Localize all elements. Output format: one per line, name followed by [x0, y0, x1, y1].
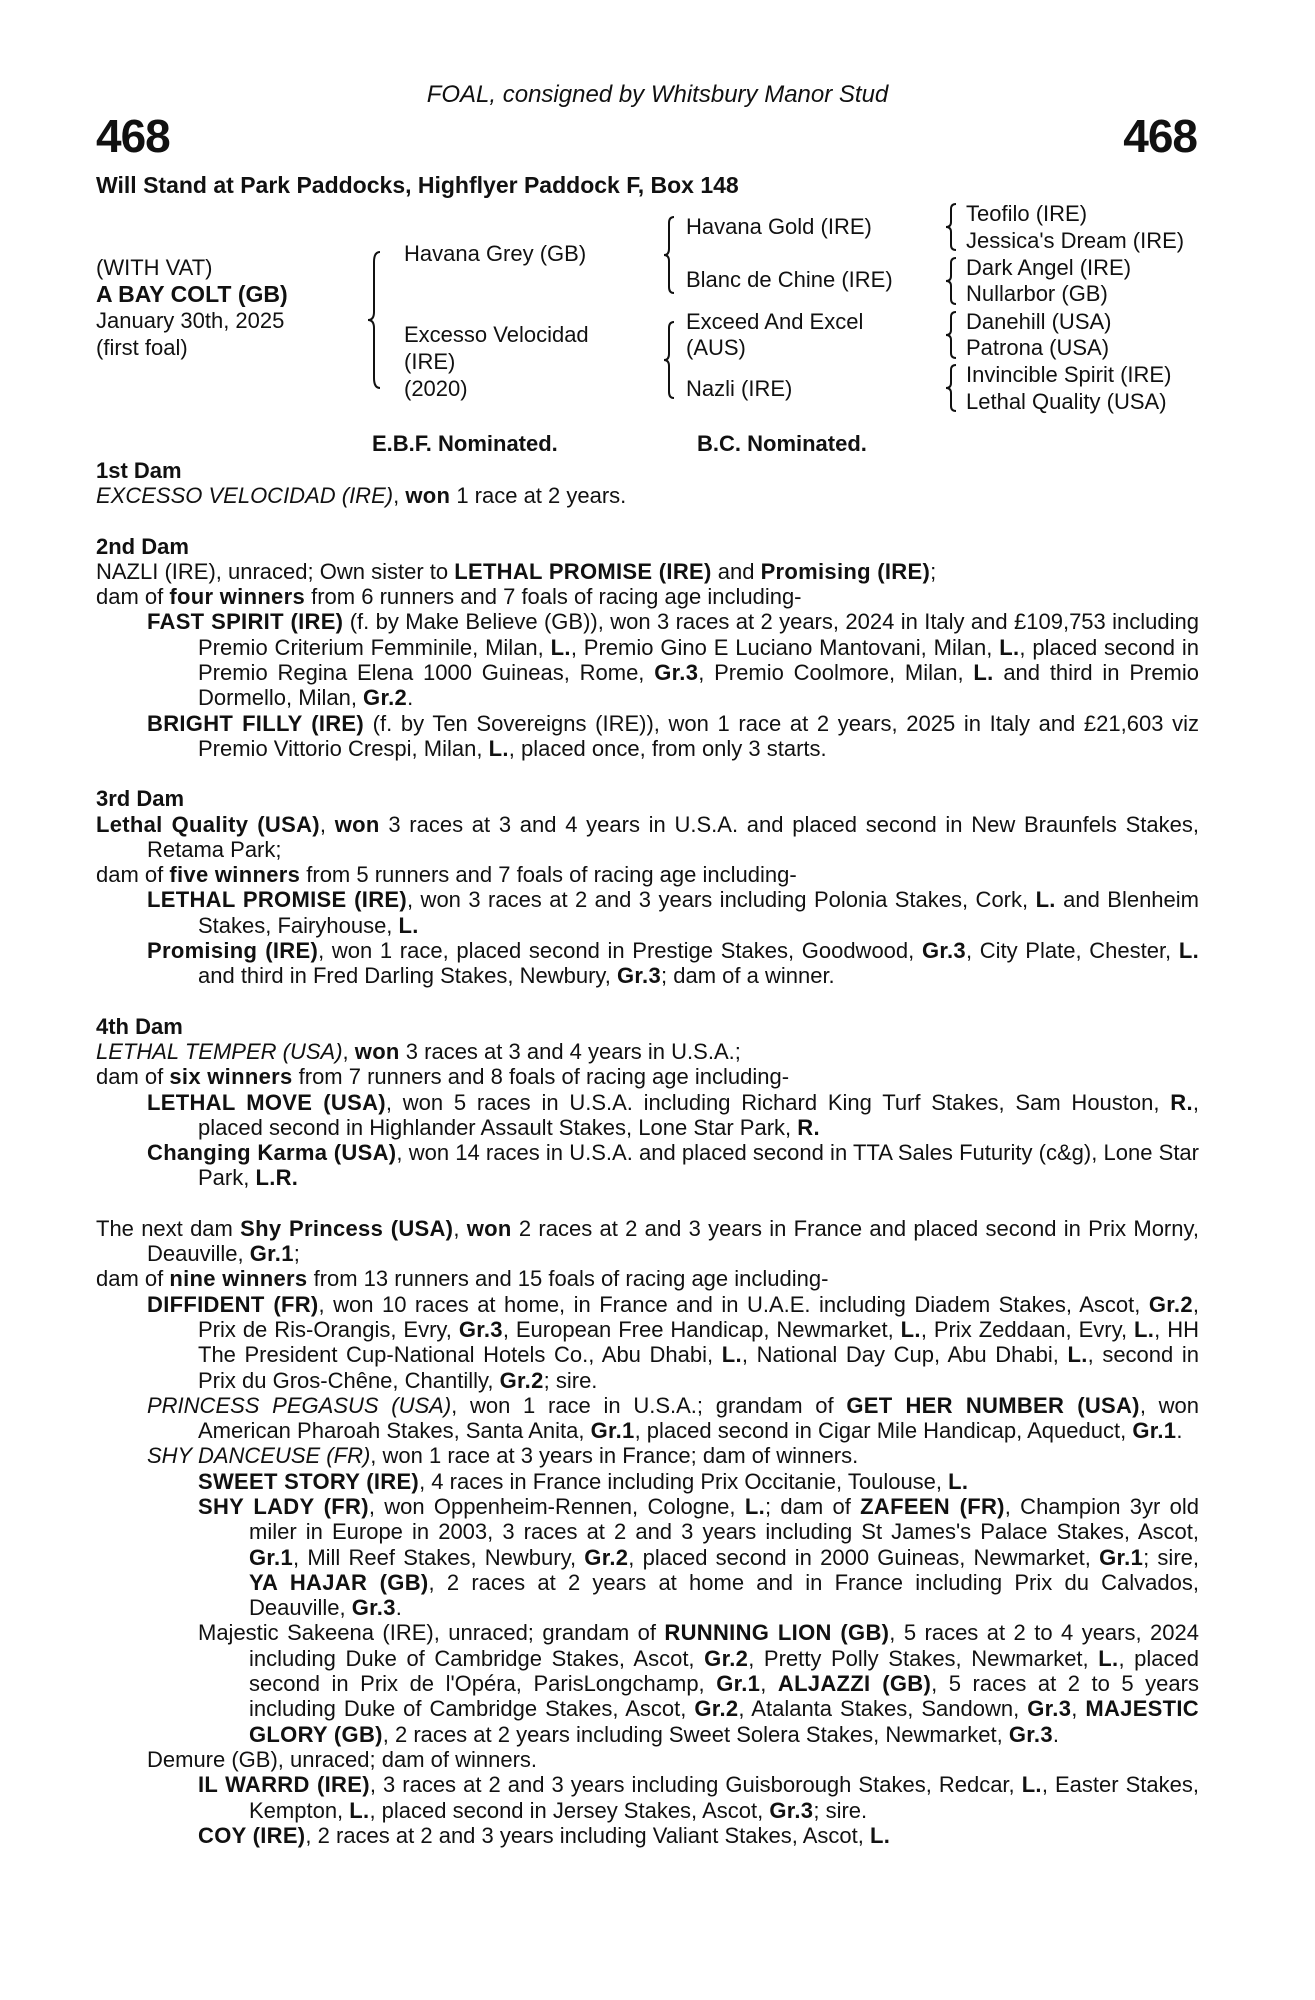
- text-run: and Blenheim Stakes, Fairyhouse,: [198, 887, 1199, 938]
- bold-text: Promising (IRE): [147, 938, 319, 964]
- text-run: , won 1 race, placed second in Prestige Stakes, Goodwood,: [318, 938, 922, 964]
- pedigree-entry: [96, 711, 1199, 762]
- text-run: ;: [293, 1241, 300, 1267]
- bold-text: COY (IRE): [198, 1822, 306, 1848]
- text-run: ,: [319, 811, 335, 837]
- text-run: , second in Prix du Gros-Chêne, Chantilly,: [198, 1342, 1199, 1393]
- text-run: NAZLI (IRE), unraced; Own sister to: [96, 558, 455, 584]
- pedigree-entry: [96, 812, 1199, 863]
- bold-text: Gr.1: [716, 1671, 761, 1697]
- bold-text: Gr.3: [654, 660, 699, 686]
- text-run: , 2 races at 2 and 3 years including Valiant Stakes, Ascot,: [305, 1822, 870, 1848]
- bold-text: LETHAL PROMISE (IRE): [454, 558, 712, 584]
- text-run: , 2 races at 2 years at home and in France including Prix du Calvados, Deauville,: [249, 1569, 1199, 1621]
- text-run: , placed once, from only 3 starts.: [508, 735, 827, 761]
- pedigree-entry: [96, 584, 1199, 609]
- text-run: , HH The President Cup-National Hotels Co., Abu Dhabi,: [198, 1316, 1199, 1368]
- bold-text: Gr.2: [694, 1696, 739, 1722]
- text-run: , won American Pharoah Stakes, Santa Anita,: [198, 1392, 1199, 1444]
- text-run: , won 14 races in U.S.A. and placed second in TTA Sales Futurity (c&g), Lone Star Park,: [198, 1140, 1199, 1191]
- text-run: , placed second in Jersey Stakes, Ascot,: [369, 1797, 770, 1823]
- bold-text: L.: [870, 1822, 891, 1848]
- text-run: dam of: [96, 1064, 170, 1090]
- bold-text: L.: [999, 634, 1020, 660]
- bc-nomination: B.C. Nominated.: [697, 431, 867, 456]
- bold-text: L.: [900, 1316, 921, 1342]
- bold-text: won: [354, 1038, 400, 1064]
- lot-number-left: 468: [96, 110, 170, 162]
- text-run: .: [1176, 1418, 1183, 1444]
- pedigree-entry: [96, 1469, 1199, 1494]
- bold-text: Gr.3: [617, 963, 662, 989]
- bold-text: L.: [1134, 1316, 1155, 1342]
- italic-text: PRINCESS PEGASUS (USA): [147, 1392, 452, 1418]
- pedigree-gen3-7: Invincible Spirit (IRE): [966, 362, 1172, 387]
- section-spacer: [96, 509, 1199, 534]
- text-run: (f. by Ten Sovereigns (IRE)), won 1 race at 2 years, 2025 in Italy and £21,603 viz Premio Vittorio Crespi, Milan,: [198, 710, 1199, 761]
- bold-text: L.: [1021, 1772, 1042, 1798]
- text-run: from 13 runners and 15 foals of racing age including-: [307, 1266, 829, 1292]
- text-run: , placed second in Highlander Assault Stakes, Lone Star Park,: [198, 1089, 1199, 1140]
- pedigree-sire-dam: Blanc de Chine (IRE): [686, 267, 893, 292]
- text-run: , placed second in Prix de l'Opéra, ParisLongchamp,: [249, 1645, 1199, 1697]
- bold-text: IL WARRD (IRE): [198, 1772, 370, 1798]
- bold-text: R.: [797, 1114, 820, 1140]
- pedigree-dam-sire-line2: (AUS): [686, 335, 746, 360]
- text-run: , won Oppenheim-Rennen, Cologne,: [368, 1493, 745, 1519]
- pedigree-entry: [96, 1393, 1199, 1444]
- text-run: , won 10 races at home, in France and in U.A.E. including Diadem Stakes, Ascot,: [318, 1291, 1149, 1317]
- text-run: ; sire.: [813, 1797, 868, 1823]
- bold-text: Gr.3: [1027, 1696, 1072, 1722]
- text-run: , 5 races at 2 to 5 years including Duke of Cambridge Stakes, Ascot,: [249, 1671, 1199, 1722]
- pedigree-gen3-3: Dark Angel (IRE): [966, 255, 1132, 280]
- text-run: , won 1 race at 3 years in France; dam of winners.: [370, 1443, 859, 1469]
- text-run: , European Free Handicap, Newmarket,: [502, 1316, 901, 1342]
- text-run: 2 races at 2 and 3 years in France and placed second in Prix Morny, Deauville,: [147, 1215, 1199, 1267]
- text-run: from 6 runners and 7 foals of racing age including-: [305, 584, 802, 610]
- text-run: , 2 races at 2 years including Sweet Solera Stakes, Newmarket,: [382, 1721, 1009, 1747]
- text-run: ,: [1071, 1696, 1086, 1722]
- bold-text: L.: [1098, 1645, 1119, 1671]
- text-run: ,: [342, 1038, 355, 1064]
- bold-text: GET HER NUMBER (USA): [846, 1392, 1140, 1418]
- pedigree-sire: Havana Grey (GB): [404, 241, 587, 266]
- bold-text: Gr.1: [249, 1241, 294, 1267]
- bold-text: Gr.3: [1008, 1721, 1053, 1747]
- text-run: The next dam: [96, 1215, 241, 1241]
- bold-text: L.: [1067, 1342, 1088, 1368]
- bold-text: Gr.3: [921, 938, 966, 964]
- consignor-line: FOAL, consigned by Whitsbury Manor Stud: [426, 81, 889, 108]
- bold-text: Gr.2: [363, 685, 408, 711]
- pedigree-entry: [96, 483, 1199, 508]
- text-run: , placed second in Cigar Mile Handicap, Aqueduct,: [634, 1418, 1133, 1444]
- text-run: , Atalanta Stakes, Sandown,: [738, 1696, 1028, 1722]
- section-spacer: [96, 1191, 1199, 1216]
- bold-text: FAST SPIRIT (IRE): [147, 609, 344, 635]
- lot-name: A BAY COLT (GB): [96, 281, 288, 307]
- bold-text: YA HAJAR (GB): [249, 1569, 429, 1595]
- bold-text: Gr.3: [769, 1797, 814, 1823]
- bold-text: L.R.: [255, 1165, 299, 1191]
- foaling-date: January 30th, 2025: [96, 308, 285, 333]
- pedigree-entry: [96, 1216, 1199, 1267]
- pedigree-dam-line1: Excesso Velocidad: [404, 322, 589, 347]
- pedigree-brace-ds: [944, 310, 958, 360]
- pedigree-entry: [96, 1266, 1199, 1291]
- bold-text: Gr.2: [584, 1544, 629, 1570]
- bold-text: L.: [721, 1342, 742, 1368]
- bold-text: Gr.3: [458, 1316, 503, 1342]
- text-run: , won 3 races at 2 and 3 years including Polonia Stakes, Cork,: [407, 887, 1036, 913]
- bold-text: ZAFEEN (FR): [860, 1493, 1005, 1519]
- pedigree-entry: [96, 887, 1199, 938]
- section-heading: 2nd Dam: [96, 533, 189, 559]
- pedigree-brace-dd: [944, 363, 958, 413]
- bold-text: Changing Karma (USA): [147, 1140, 397, 1166]
- pedigree-gen3-5: Danehill (USA): [966, 309, 1112, 334]
- bold-text: R.: [1170, 1089, 1193, 1115]
- text-run: and third in Fred Darling Stakes, Newbury,: [198, 963, 617, 989]
- text-run: 3 races at 3 and 4 years in U.S.A. and placed second in New Braunfels Stakes, Retama Park;: [147, 811, 1199, 862]
- pedigree-brace-dam: [662, 320, 676, 400]
- lot-number-right: 468: [1123, 110, 1197, 162]
- bold-text: SHY LADY (FR): [198, 1493, 369, 1519]
- text-run: Majestic Sakeena (IRE), unraced; grandam of: [198, 1620, 665, 1646]
- text-run: , Premio Coolmore, Milan,: [698, 660, 974, 686]
- text-run: ,: [393, 483, 406, 509]
- text-run: 1 race at 2 years.: [450, 483, 627, 509]
- italic-text: EXCESSO VELOCIDAD (IRE): [96, 483, 394, 509]
- bold-text: Gr.1: [1099, 1544, 1144, 1570]
- pedigree-brace-gen1: [366, 250, 382, 390]
- pedigree-gen3-8: Lethal Quality (USA): [966, 389, 1167, 414]
- text-run: dam of: [96, 862, 170, 888]
- pedigree-entry: [96, 1039, 1199, 1064]
- italic-text: LETHAL TEMPER (USA): [96, 1038, 343, 1064]
- italic-text: SHY DANCEUSE (FR): [147, 1443, 371, 1469]
- bold-text: Gr.2: [704, 1645, 749, 1671]
- text-run: 3 races at 3 and 4 years in U.S.A.;: [399, 1038, 741, 1064]
- pedigree-dam-dam: Nazli (IRE): [686, 376, 793, 401]
- bold-text: DIFFIDENT (FR): [147, 1291, 319, 1317]
- text-run: Demure (GB), unraced; dam of winners.: [147, 1746, 538, 1772]
- pedigree-entry: [96, 1292, 1199, 1393]
- bold-text: ALJAZZI (GB): [777, 1671, 932, 1697]
- pedigree-entry: [96, 559, 1199, 584]
- pedigree-gen3-4: Nullarbor (GB): [966, 281, 1108, 306]
- section-heading: 3rd Dam: [96, 786, 185, 812]
- text-run: .: [395, 1595, 402, 1621]
- section-heading: 4th Dam: [96, 1013, 183, 1039]
- text-run: , City Plate, Chester,: [965, 938, 1179, 964]
- pedigree-entry: [96, 1140, 1199, 1191]
- pedigree-gen3-6: Patrona (USA): [966, 335, 1110, 360]
- text-run: , Champion 3yr old miler in Europe in 2003, 3 races at 2 and 3 years including St James's Palace Stakes, Ascot,: [249, 1493, 1199, 1545]
- bold-text: L.: [1035, 887, 1056, 913]
- pedigree-gen3-2: Jessica's Dream (IRE): [966, 228, 1185, 253]
- bold-text: L.: [948, 1468, 969, 1494]
- bold-text: L.: [744, 1493, 765, 1519]
- pedigree-entry: [96, 1090, 1199, 1141]
- pedigree-entry: [96, 609, 1199, 710]
- text-run: ; sire,: [1143, 1544, 1199, 1570]
- pedigree-dam-sire-line1: Exceed And Excel: [686, 309, 864, 334]
- bold-text: Gr.2: [1148, 1291, 1193, 1317]
- text-run: ; dam of a winner.: [661, 963, 835, 989]
- bold-text: Promising (IRE): [760, 558, 931, 584]
- dam-line-details: [96, 458, 1199, 1848]
- text-run: , won 5 races in U.S.A. including Richard King Turf Stakes, Sam Houston,: [385, 1089, 1171, 1115]
- text-run: from 7 runners and 8 foals of racing age including-: [292, 1064, 790, 1090]
- text-run: from 5 runners and 7 foals of racing age including-: [300, 862, 797, 888]
- bold-text: LETHAL PROMISE (IRE): [147, 887, 408, 913]
- pedigree-entry: [96, 1064, 1199, 1089]
- foal-note: (first foal): [96, 335, 188, 360]
- bold-text: LETHAL MOVE (USA): [147, 1089, 386, 1115]
- section-heading: 1st Dam: [96, 458, 182, 483]
- pedigree-brace-sire: [662, 215, 676, 295]
- bold-text: SWEET STORY (IRE): [198, 1468, 420, 1494]
- bold-text: Gr.1: [249, 1544, 294, 1570]
- pedigree-entry: [96, 1494, 1199, 1620]
- pedigree-entry: [96, 1443, 1199, 1468]
- ebf-nomination: E.B.F. Nominated.: [372, 431, 558, 456]
- pedigree-entry: [96, 1620, 1199, 1746]
- bold-text: BRIGHT FILLY (IRE): [147, 710, 365, 736]
- text-run: ; dam of: [764, 1493, 861, 1519]
- bold-text: L.: [1178, 938, 1199, 964]
- text-run: , Premio Gino E Luciano Mantovani, Milan,: [570, 634, 1000, 660]
- bold-text: four winners: [169, 584, 305, 610]
- bold-text: Gr.3: [351, 1595, 396, 1621]
- vat-status: (WITH VAT): [96, 255, 213, 280]
- text-run: , Pretty Polly Stakes, Newmarket,: [748, 1645, 1099, 1671]
- text-run: , 3 races at 2 and 3 years including Guisborough Stakes, Redcar,: [369, 1772, 1022, 1798]
- section-spacer: [96, 989, 1199, 1014]
- pedigree-entry: [96, 1772, 1199, 1823]
- section-spacer: [96, 761, 1199, 786]
- bold-text: Gr.1: [1132, 1418, 1177, 1444]
- text-run: ;: [930, 558, 937, 584]
- bold-text: L.: [349, 1797, 370, 1823]
- text-run: .: [1052, 1721, 1059, 1747]
- pedigree-gen3-1: Teofilo (IRE): [966, 201, 1088, 226]
- pedigree-entry: [96, 1823, 1199, 1848]
- bold-text: MAJESTIC GLORY (GB): [249, 1696, 1199, 1747]
- bold-text: RUNNING LION (GB): [664, 1620, 890, 1646]
- pedigree-entry: [96, 1747, 1199, 1772]
- bold-text: Lethal Quality (USA): [96, 811, 320, 837]
- bold-text: won: [466, 1215, 512, 1241]
- text-run: and: [711, 558, 761, 584]
- pedigree-brace-ss: [944, 202, 958, 252]
- stabling-location: Will Stand at Park Paddocks, Highflyer Paddock F, Box 148: [96, 172, 739, 198]
- text-run: , 4 races in France including Prix Occitanie, Toulouse,: [419, 1468, 949, 1494]
- pedigree-brace-sd: [944, 256, 958, 306]
- text-run: , 5 races at 2 to 4 years, 2024 including Duke of Cambridge Stakes, Ascot,: [249, 1620, 1199, 1671]
- bold-text: Shy Princess (USA): [240, 1215, 454, 1241]
- text-run: , Mill Reef Stakes, Newbury,: [293, 1544, 585, 1570]
- text-run: , won 1 race in U.S.A.; grandam of: [451, 1392, 847, 1418]
- pedigree-entry: [96, 862, 1199, 887]
- bold-text: won: [334, 811, 380, 837]
- bold-text: nine winners: [169, 1266, 308, 1292]
- bold-text: six winners: [169, 1064, 293, 1090]
- text-run: ; sire.: [543, 1367, 598, 1393]
- pedigree-dam-line2: (IRE): [404, 349, 456, 374]
- text-run: , placed second in Premio Regina Elena 1000 Guineas, Rome,: [198, 634, 1199, 686]
- pedigree-entry: [96, 938, 1199, 989]
- text-run: , Prix Zeddaan, Evry,: [920, 1316, 1134, 1342]
- bold-text: L.: [550, 634, 571, 660]
- bold-text: Gr.1: [590, 1418, 635, 1444]
- text-run: , Prix de Ris-Orangis, Evry,: [198, 1291, 1199, 1342]
- text-run: dam of: [96, 1266, 170, 1292]
- bold-text: won: [405, 483, 451, 509]
- bold-text: L.: [973, 660, 994, 686]
- text-run: .: [407, 685, 414, 711]
- text-run: dam of: [96, 584, 170, 610]
- pedigree-dam-line3: (2020): [404, 376, 468, 401]
- bold-text: L.: [488, 735, 509, 761]
- pedigree-sire-sire: Havana Gold (IRE): [686, 214, 872, 239]
- text-run: ,: [760, 1671, 778, 1697]
- text-run: , placed second in 2000 Guineas, Newmarket,: [628, 1544, 1100, 1570]
- text-run: (f. by Make Believe (GB)), won 3 races at 2 years, 2024 in Italy and £109,753 including Premio Criterium Femminile, Milan,: [198, 609, 1199, 660]
- bold-text: L.: [398, 912, 419, 938]
- bold-text: Gr.2: [499, 1367, 544, 1393]
- text-run: , National Day Cup, Abu Dhabi,: [741, 1342, 1068, 1368]
- text-run: ,: [453, 1215, 467, 1241]
- text-run: , Easter Stakes, Kempton,: [249, 1772, 1199, 1823]
- text-run: and third in Premio Dormello, Milan,: [198, 660, 1200, 711]
- bold-text: five winners: [169, 862, 301, 888]
